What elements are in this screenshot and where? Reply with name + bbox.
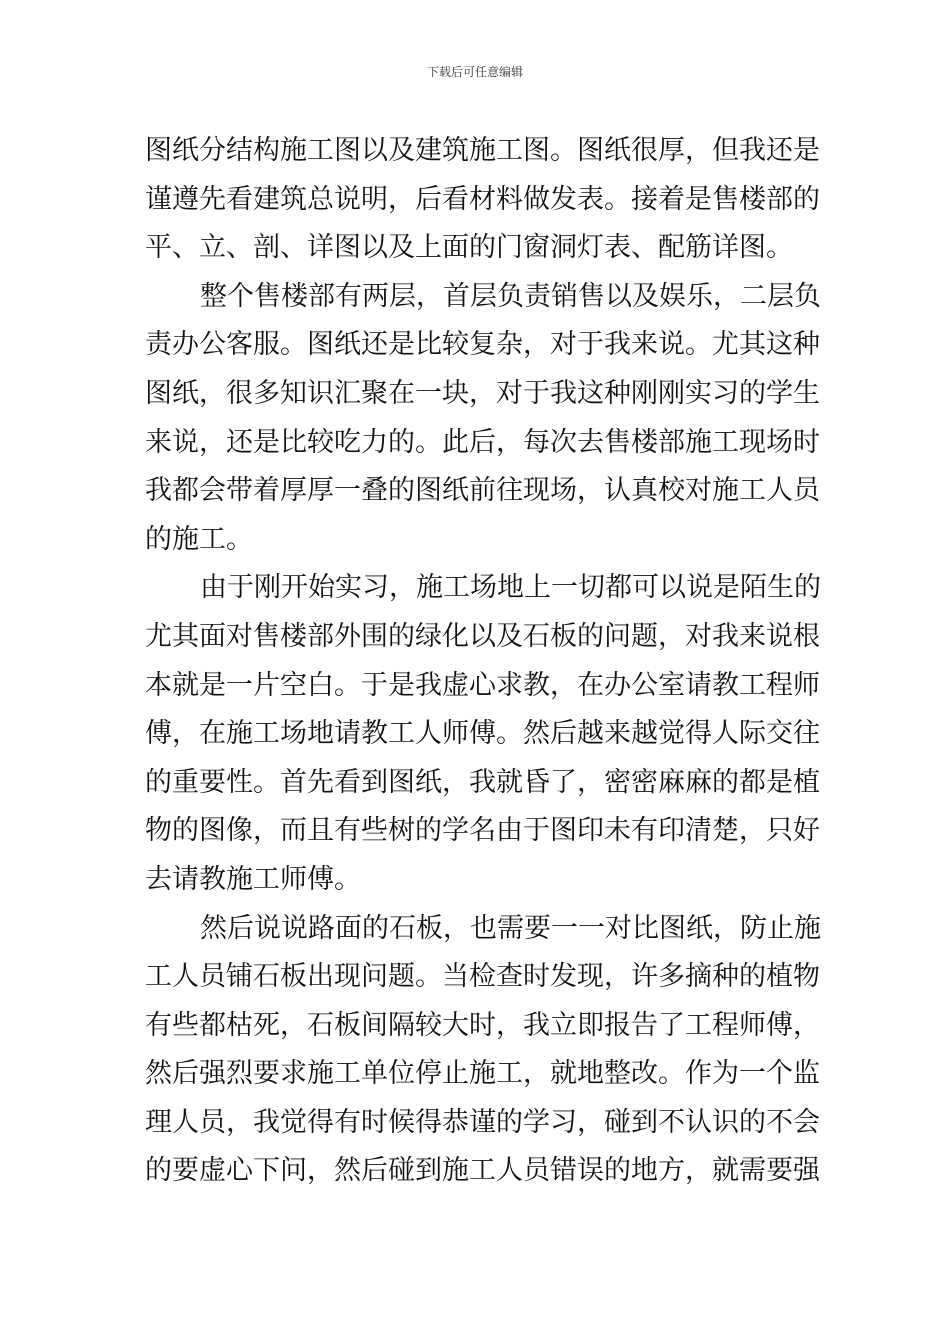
document-body (145, 127, 821, 1196)
text-line: 由于刚开始实习，施工场地上一切都可以说是陌生的 (200, 572, 821, 604)
text-line: 的施工。 (145, 523, 253, 555)
text-line: 工人员铺石板出现问题。当检查时发现，许多摘种的植物 (145, 961, 820, 993)
page-header: 下载后可任意编辑 (426, 65, 523, 79)
paragraph (145, 905, 821, 1197)
paragraph (145, 127, 820, 273)
text-line: 平、立、剖、详图以及上面的门窗洞灯表、配筋详图。 (145, 232, 793, 264)
text-line: 物的图像，而且有些树的学名由于图印未有印清楚，只好 (145, 815, 820, 847)
text-line: 的要虚心下问，然后碰到施工人员错误的地方，就需要强 (145, 1155, 820, 1187)
text-line: 然后强烈要求施工单位停止施工，就地整改。作为一个监 (145, 1058, 820, 1090)
text-line: 傅，在施工场地请教工人师傅。然后越来越觉得人际交往 (145, 718, 820, 750)
text-line: 本就是一片空白。于是我虚心求教，在办公室请教工程师 (145, 669, 820, 701)
text-line: 图纸分结构施工图以及建筑施工图。图纸很厚，但我还是 (145, 135, 820, 166)
text-line: 谨遵先看建筑总说明，后看材料做发表。接着是售楼部的 (145, 183, 820, 215)
text-line: 去请教施工师傅。 (145, 863, 361, 895)
paragraph (145, 273, 821, 565)
text-line: 我都会带着厚厚一叠的图纸前往现场，认真校对施工人员 (145, 475, 820, 507)
text-line: 来说，还是比较吃力的。此后，每次去售楼部施工现场时 (145, 426, 820, 458)
text-line: 图纸，很多知识汇聚在一块，对于我这种刚刚实习的学生 (145, 377, 820, 409)
text-line: 责办公客服。图纸还是比较复杂，对于我来说。尤其这种 (145, 329, 820, 361)
text-line: 尤其面对售楼部外围的绿化以及石板的问题，对我来说根 (145, 620, 820, 652)
paragraph (145, 564, 821, 904)
text-line: 理人员，我觉得有时候得恭谨的学习，碰到不认识的不会 (145, 1106, 820, 1138)
text-line: 整个售楼部有两层，首层负责销售以及娱乐，二层负 (200, 280, 821, 312)
text-line: 的重要性。首先看到图纸，我就昏了，密密麻麻的都是植 (145, 766, 820, 798)
text-line: 有些都枯死，石板间隔较大时，我立即报告了工程师傅， (145, 1009, 820, 1041)
text-line: 然后说说路面的石板，也需要一一对比图纸，防止施 (200, 912, 821, 944)
